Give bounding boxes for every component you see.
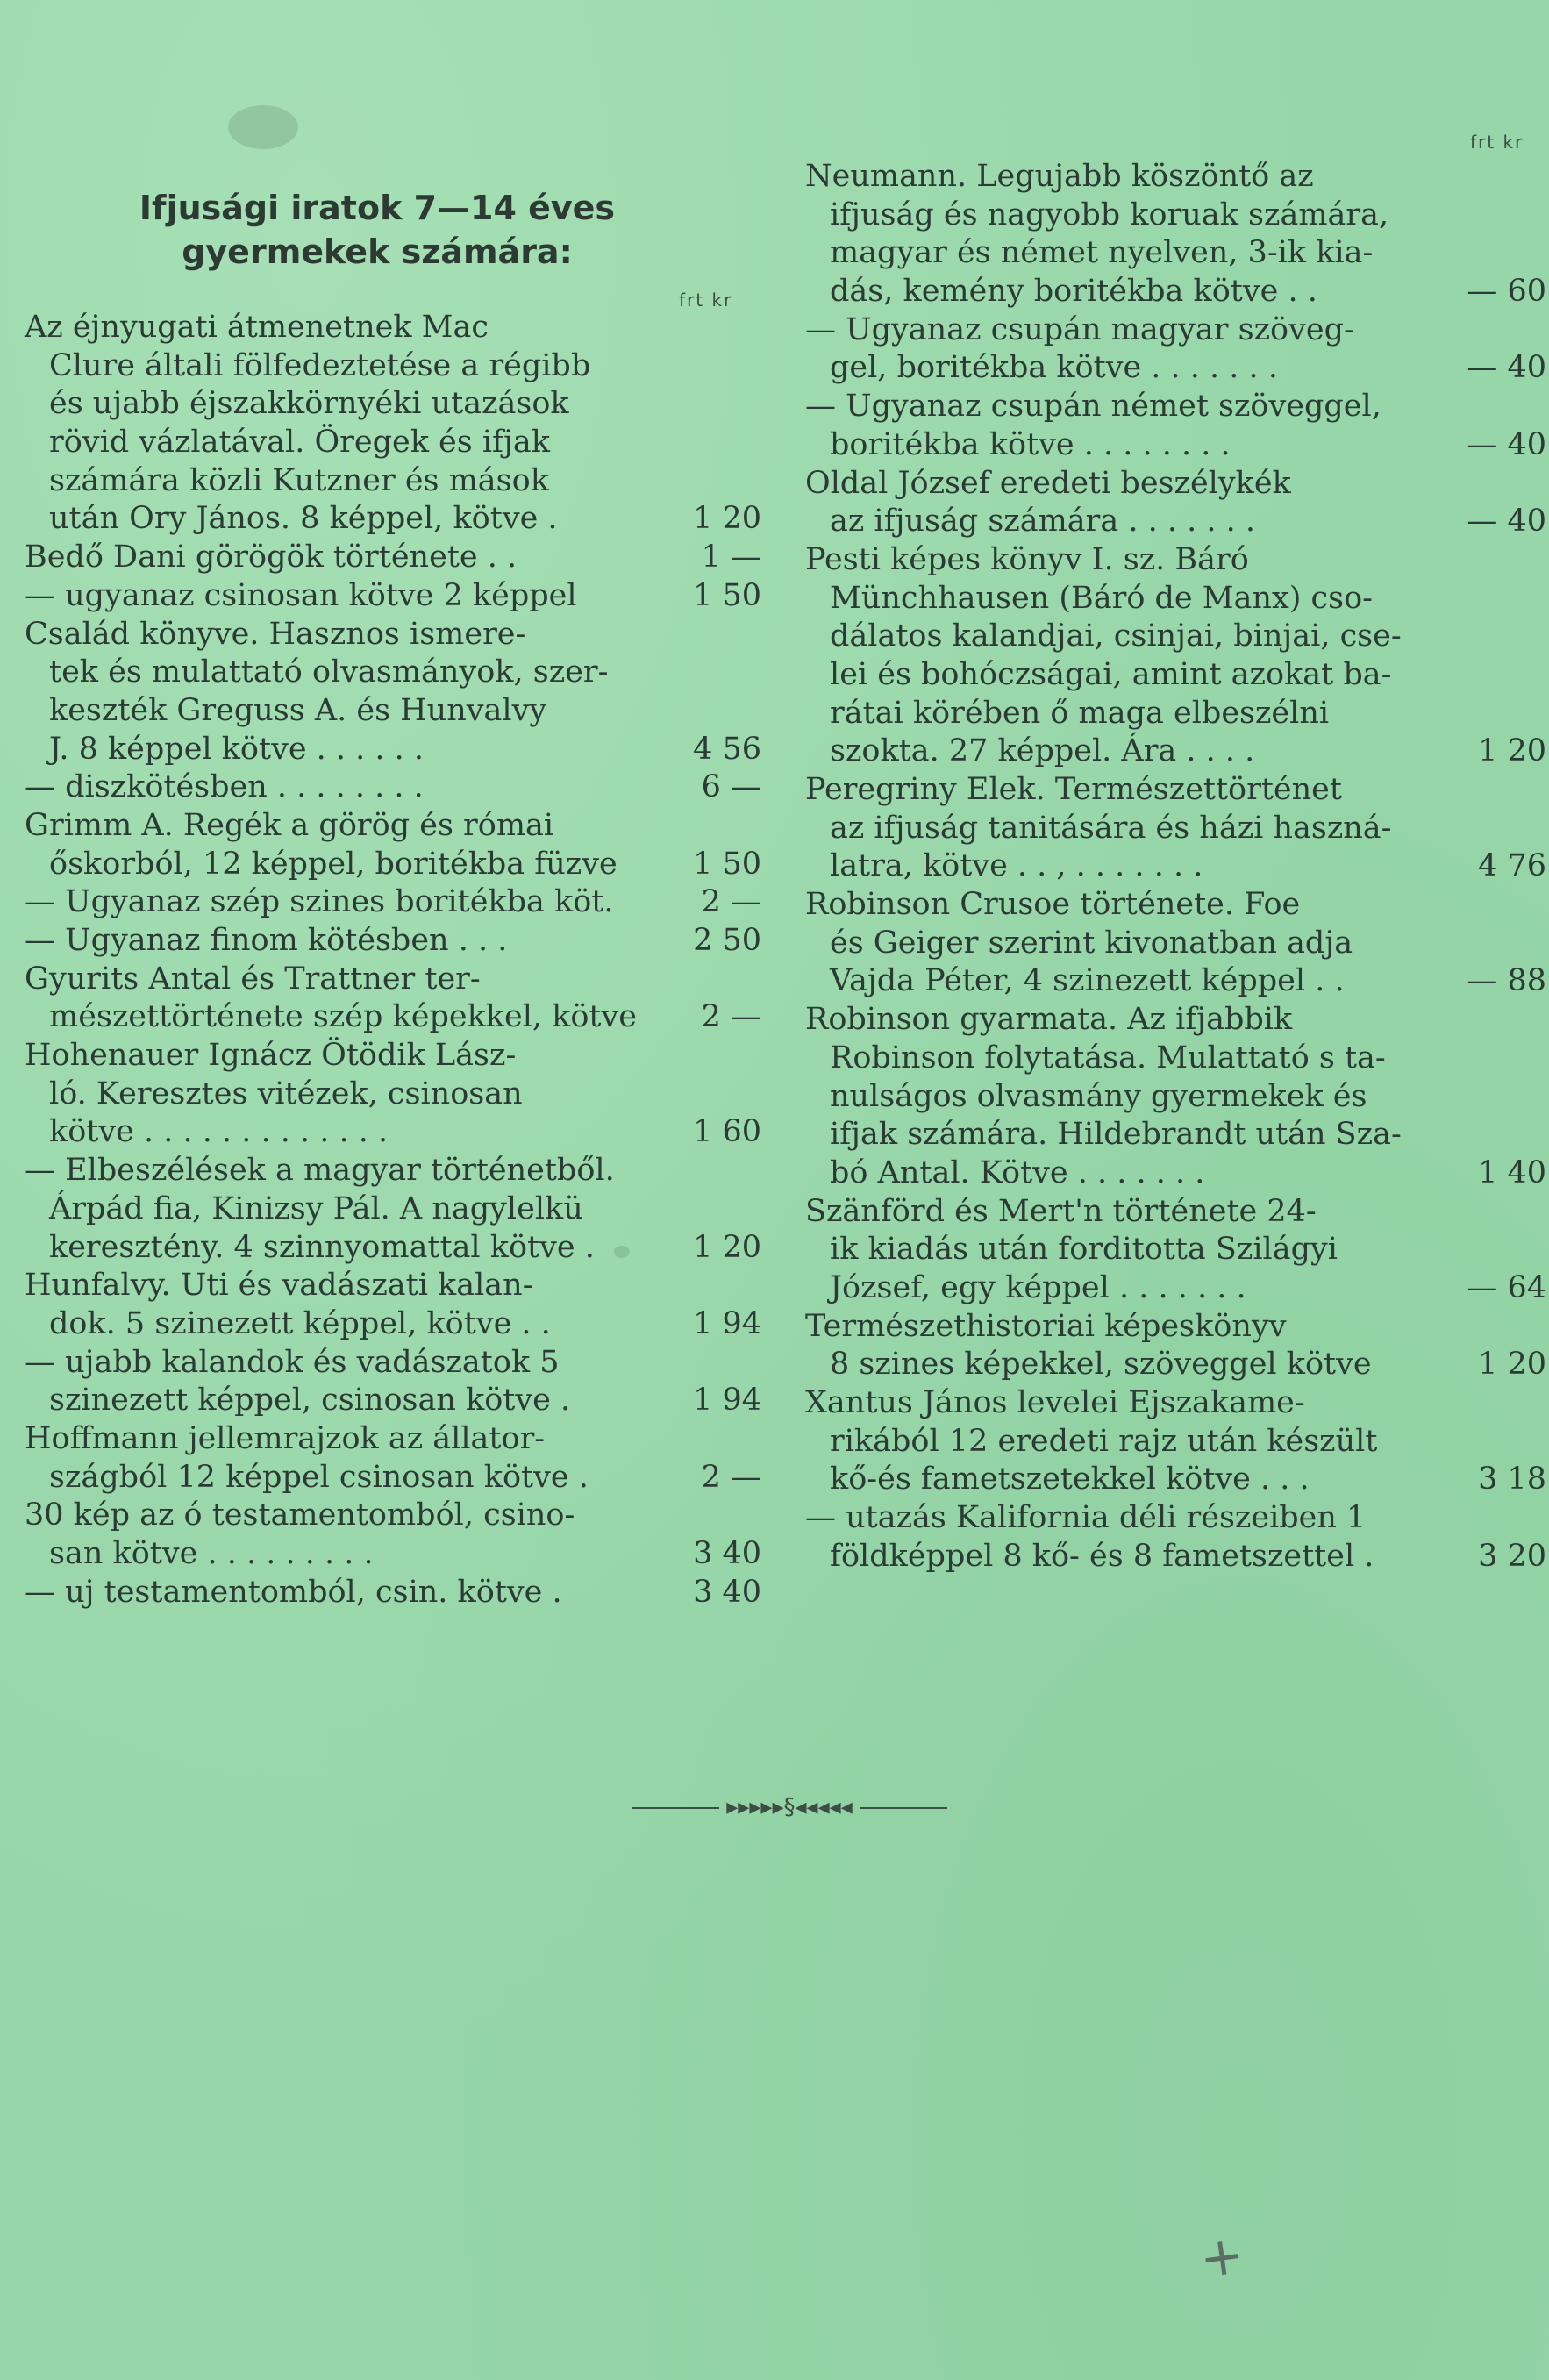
entry-line xyxy=(805,847,1546,886)
entry-line xyxy=(805,1231,1527,1269)
book-entry xyxy=(805,1499,1546,1576)
book-entry xyxy=(25,807,761,883)
entry-line xyxy=(805,656,1527,695)
entry-price: 3 40 xyxy=(693,1574,761,1610)
paper-speck xyxy=(228,105,298,149)
entry-price: 4 56 xyxy=(693,731,761,767)
entry-price: 1 40 xyxy=(1478,1154,1546,1190)
entry-text: Münchhausen (Báró de Manx) cso- xyxy=(830,580,1373,616)
book-entry xyxy=(25,1497,761,1573)
entry-line xyxy=(25,1574,761,1612)
ornament-rule-left xyxy=(632,1807,719,1809)
entry-text: — Ugyanaz csupán magyar szöveg- xyxy=(805,311,1354,347)
entry-text: Szänförd és Mert'n története 24- xyxy=(805,1193,1317,1229)
section-title: Ifjusági iratok 7—14 éves gyermekek számára: xyxy=(139,189,616,271)
entry-line xyxy=(805,1308,1527,1347)
entry-line xyxy=(805,1116,1527,1154)
entry-text: Neumann. Legujabb köszöntő az xyxy=(805,159,1314,194)
entry-line xyxy=(25,883,761,922)
entry-price: 3 18 xyxy=(1478,1462,1546,1497)
entry-text: földképpel 8 kő- és 8 fametszettel . xyxy=(830,1538,1374,1574)
entry-line xyxy=(25,1229,761,1268)
book-entry xyxy=(25,883,761,922)
entry-price: 6 — xyxy=(701,769,761,805)
entry-line xyxy=(25,577,761,616)
entry-price: 3 40 xyxy=(693,1536,761,1571)
entry-text: — Elbeszélések a magyar történetből. xyxy=(25,1153,615,1189)
book-entry xyxy=(805,1384,1546,1499)
entry-price: 2 — xyxy=(701,884,761,920)
entry-text: rövid vázlatával. Öregek és ifjak xyxy=(49,425,550,461)
book-entry xyxy=(25,1574,761,1612)
entry-price: 1 20 xyxy=(693,501,761,537)
entry-text: lei és bohóczságai, amint azokat ba- xyxy=(830,656,1392,692)
entry-text: Oldal József eredeti beszélykék xyxy=(805,465,1291,501)
entry-text: ló. Keresztes vitézek, csinosan xyxy=(49,1076,523,1111)
entry-price: — 60 xyxy=(1467,274,1546,310)
entry-text: mészettörténete szép képekkel, kötve xyxy=(49,999,637,1035)
entry-text: keszték Greguss A. és Hunvalvy xyxy=(49,692,547,728)
book-entry xyxy=(25,961,761,1037)
entry-line xyxy=(805,273,1546,311)
left-book-list xyxy=(25,309,761,1612)
entry-price: 1 94 xyxy=(693,1383,761,1419)
entry-line xyxy=(25,1382,761,1420)
book-entry xyxy=(25,1267,761,1343)
entry-price: 2 — xyxy=(701,1459,761,1495)
entry-text: szokta. 27 képpel. Ára . . . . xyxy=(830,733,1255,769)
entry-text: Árpád fia, Kinizsy Pál. A nagylelkü xyxy=(49,1190,583,1226)
entry-text: J. 8 képpel kötve . . . . . . xyxy=(49,731,425,767)
entry-line xyxy=(25,347,761,386)
entry-price: 1 50 xyxy=(693,846,761,882)
book-entry xyxy=(25,309,761,539)
entry-text: Robinson gyarmata. Az ifjabbik xyxy=(805,1002,1293,1038)
entry-line xyxy=(805,1078,1527,1117)
end-ornament xyxy=(605,1794,974,1820)
book-entry xyxy=(25,1037,761,1152)
entry-price: — 40 xyxy=(1467,426,1546,462)
entry-text: ik kiadás után forditotta Szilágyi xyxy=(830,1232,1338,1268)
entry-text: rátai körében ő maga elbeszélni xyxy=(830,695,1330,731)
book-entry xyxy=(805,388,1546,464)
entry-price: — 88 xyxy=(1467,963,1546,999)
entry-text: az ifjuság tanitására és házi haszná- xyxy=(830,810,1392,846)
entry-text: Család könyve. Hasznos ismere- xyxy=(25,616,526,652)
entry-line xyxy=(25,692,761,731)
book-entry xyxy=(25,539,761,577)
entry-text: után Ory János. 8 képpel, kötve . xyxy=(49,501,558,537)
pencil-cross-mark: + xyxy=(1196,2223,1248,2291)
entry-text: Pesti képes könyv I. sz. Báró xyxy=(805,541,1249,577)
entry-line xyxy=(25,1535,761,1574)
entry-text: bó Antal. Kötve . . . . . . . xyxy=(830,1154,1205,1190)
entry-text: magyar és német nyelven, 3-ik kia- xyxy=(830,235,1374,271)
entry-line xyxy=(805,1461,1546,1499)
entry-line xyxy=(25,731,761,769)
entry-line xyxy=(25,309,761,347)
entry-line xyxy=(25,462,761,501)
book-entry xyxy=(805,771,1546,886)
entry-text: — ugyanaz csinosan kötve 2 képpel xyxy=(25,577,577,613)
entry-text: Robinson folytatása. Mulattató s ta- xyxy=(830,1040,1386,1076)
entry-text: az ifjuság számára . . . . . . . xyxy=(830,504,1256,540)
entry-line xyxy=(805,810,1527,848)
entry-text: és ujabb éjszakkörnyéki utazások xyxy=(49,386,569,422)
book-entry xyxy=(25,1344,761,1420)
right-price-header: frt kr xyxy=(1470,132,1524,153)
entry-price: 3 20 xyxy=(1478,1538,1546,1574)
book-entry xyxy=(805,1193,1546,1308)
book-entry xyxy=(805,1001,1546,1192)
entry-line xyxy=(805,771,1527,810)
ornament-rule-right xyxy=(860,1807,947,1809)
entry-line xyxy=(805,695,1527,733)
entry-line xyxy=(25,768,761,807)
entry-text: nulságos olvasmány gyermekek és xyxy=(830,1078,1367,1114)
entry-line xyxy=(805,1499,1527,1538)
entry-line xyxy=(25,1420,761,1459)
entry-line xyxy=(25,846,761,884)
entry-text: latra, kötve . . , . . . . . . . xyxy=(830,848,1203,884)
entry-line xyxy=(805,388,1527,426)
entry-line xyxy=(805,426,1546,465)
entry-price: 1 20 xyxy=(1478,1347,1546,1383)
entry-text: dálatos kalandjai, csinjai, binjai, cse- xyxy=(830,618,1402,654)
entry-text: Xantus János levelei Ejszakame- xyxy=(805,1385,1305,1420)
entry-text: Bedő Dani görögök története . . xyxy=(25,540,518,575)
entry-text: — Ugyanaz csupán német szöveggel, xyxy=(805,389,1381,425)
book-entry xyxy=(25,1152,761,1267)
left-price-header: frt kr xyxy=(679,289,733,311)
entry-price: 1 — xyxy=(701,540,761,575)
entry-line xyxy=(805,1384,1527,1423)
entry-price: 4 76 xyxy=(1478,848,1546,884)
entry-line xyxy=(25,616,761,654)
right-book-list xyxy=(805,158,1546,1576)
entry-text: Clure általi fölfedeztetése a régibb xyxy=(49,347,591,383)
entry-line xyxy=(805,733,1546,771)
entry-line xyxy=(805,618,1527,656)
entry-line xyxy=(25,1459,761,1497)
entry-price: 1 94 xyxy=(693,1305,761,1341)
entry-line xyxy=(25,1037,761,1076)
entry-text: Hunfalvy. Uti és vadászati kalan- xyxy=(25,1268,533,1304)
entry-text: rikából 12 eredeti rajz után készült xyxy=(830,1423,1378,1459)
entry-text: — ujabb kalandok és vadászatok 5 xyxy=(25,1344,560,1380)
book-entry xyxy=(805,1308,1546,1384)
entry-line xyxy=(25,1497,761,1535)
entry-line xyxy=(25,922,761,961)
entry-text: keresztény. 4 szinnyomattal kötve . xyxy=(49,1229,595,1265)
entry-line xyxy=(805,1154,1546,1193)
book-entry xyxy=(25,768,761,807)
book-entry xyxy=(805,465,1546,541)
entry-text: Az éjnyugati átmenetnek Mac xyxy=(25,310,489,345)
entry-line xyxy=(25,1190,761,1229)
entry-line xyxy=(805,962,1546,1001)
entry-text: — utazás Kalifornia déli részeiben 1 xyxy=(805,1500,1367,1536)
entry-line xyxy=(25,539,761,577)
entry-line xyxy=(25,1113,761,1152)
entry-price: 2 — xyxy=(701,999,761,1035)
entry-text: 30 kép az ó testamentomból, csino- xyxy=(25,1497,575,1533)
entry-line xyxy=(805,1040,1527,1078)
entry-text: — Ugyanaz szép szines boritékba köt. xyxy=(25,884,614,920)
entry-text: Vajda Péter, 4 szinezett képpel . . xyxy=(830,963,1345,999)
entry-line xyxy=(25,1152,761,1190)
entry-line xyxy=(25,1344,761,1383)
entry-text: Természethistoriai képeskönyv xyxy=(805,1308,1287,1344)
entry-text: ifjak számára. Hildebrandt után Sza- xyxy=(830,1117,1402,1153)
entry-text: kötve . . . . . . . . . . . . . xyxy=(49,1114,389,1150)
entry-line xyxy=(25,654,761,692)
entry-text: Hohenauer Ignácz Ötödik Lász- xyxy=(25,1038,517,1074)
book-entry xyxy=(25,616,761,769)
entry-price: 1 60 xyxy=(693,1114,761,1150)
entry-price: 2 50 xyxy=(693,923,761,958)
entry-text: — Ugyanaz finom kötésben . . . xyxy=(25,923,508,958)
entry-line xyxy=(805,465,1527,504)
entry-line xyxy=(805,1269,1546,1308)
entry-line xyxy=(25,1305,761,1344)
entry-text: József, egy képpel . . . . . . . xyxy=(830,1269,1246,1305)
entry-text: számára közli Kutzner és mások xyxy=(49,462,549,498)
entry-line xyxy=(805,1423,1527,1462)
book-entry xyxy=(25,922,761,961)
entry-line xyxy=(25,807,761,846)
book-entry xyxy=(805,311,1546,388)
book-entry xyxy=(25,1420,761,1497)
entry-text: Gyurits Antal és Trattner ter- xyxy=(25,961,481,997)
entry-text: Peregriny Elek. Természettörténet xyxy=(805,772,1342,807)
entry-price: 1 50 xyxy=(693,577,761,613)
entry-line xyxy=(805,197,1527,235)
entry-line xyxy=(25,1267,761,1305)
entry-price: — 64 xyxy=(1467,1269,1546,1305)
entry-line xyxy=(805,1001,1527,1040)
entry-line xyxy=(25,961,761,999)
entry-text: — diszkötésben . . . . . . . . xyxy=(25,769,424,805)
entry-line xyxy=(805,158,1527,197)
entry-line xyxy=(25,998,761,1037)
entry-text: 8 szines képekkel, szöveggel kötve xyxy=(830,1347,1372,1383)
entry-text: kő-és fametszetekkel kötve . . . xyxy=(830,1462,1310,1497)
entry-text: dás, kemény boritékba kötve . . xyxy=(830,274,1317,310)
entry-line xyxy=(805,580,1527,618)
entry-text: san kötve . . . . . . . . . xyxy=(49,1536,374,1571)
entry-text: szágból 12 képpel csinosan kötve . xyxy=(49,1459,589,1495)
entry-line xyxy=(25,385,761,424)
entry-text: boritékba kötve . . . . . . . . xyxy=(830,426,1231,462)
book-entry xyxy=(805,886,1546,1001)
entry-line xyxy=(805,1193,1527,1232)
entry-price: — 40 xyxy=(1467,504,1546,540)
entry-price: — 40 xyxy=(1467,350,1546,386)
entry-text: dok. 5 szinezett képpel, kötve . . xyxy=(49,1305,551,1341)
entry-line xyxy=(805,886,1527,925)
entry-text: szinezett képpel, csinosan kötve . xyxy=(49,1383,571,1419)
book-entry xyxy=(805,541,1546,771)
entry-line xyxy=(805,311,1527,350)
entry-text: Hoffmann jellemrajzok az állator- xyxy=(25,1420,546,1456)
entry-text: Robinson Crusoe története. Foe xyxy=(805,887,1301,923)
ornament-glyphs: ▸▸▸▸▸§◂◂◂◂◂ xyxy=(726,1794,853,1820)
entry-text: és Geiger szerint kivonatban adja xyxy=(830,925,1353,961)
entry-line xyxy=(805,1538,1546,1576)
entry-text: őskorból, 12 képpel, boritékba füzve xyxy=(49,846,617,882)
entry-line xyxy=(25,1076,761,1114)
entry-line xyxy=(805,541,1527,580)
entry-line xyxy=(805,503,1546,541)
entry-text: ifjuság és nagyobb koruak számára, xyxy=(830,197,1389,232)
entry-text: Grimm A. Regék a görög és római xyxy=(25,807,554,843)
entry-price: 1 20 xyxy=(1478,733,1546,769)
entry-price: 1 20 xyxy=(693,1229,761,1265)
book-entry xyxy=(25,577,761,616)
entry-text: gel, boritékba kötve . . . . . . . xyxy=(830,350,1278,386)
entry-line xyxy=(25,500,761,539)
entry-line xyxy=(805,1346,1546,1384)
entry-line xyxy=(25,424,761,462)
entry-line xyxy=(805,349,1546,388)
entry-line xyxy=(805,925,1527,963)
entry-line xyxy=(805,234,1527,273)
entry-text: — uj testamentomból, csin. kötve . xyxy=(25,1574,562,1610)
book-entry xyxy=(805,158,1546,311)
entry-text: tek és mulattató olvasmányok, szer- xyxy=(49,654,609,690)
